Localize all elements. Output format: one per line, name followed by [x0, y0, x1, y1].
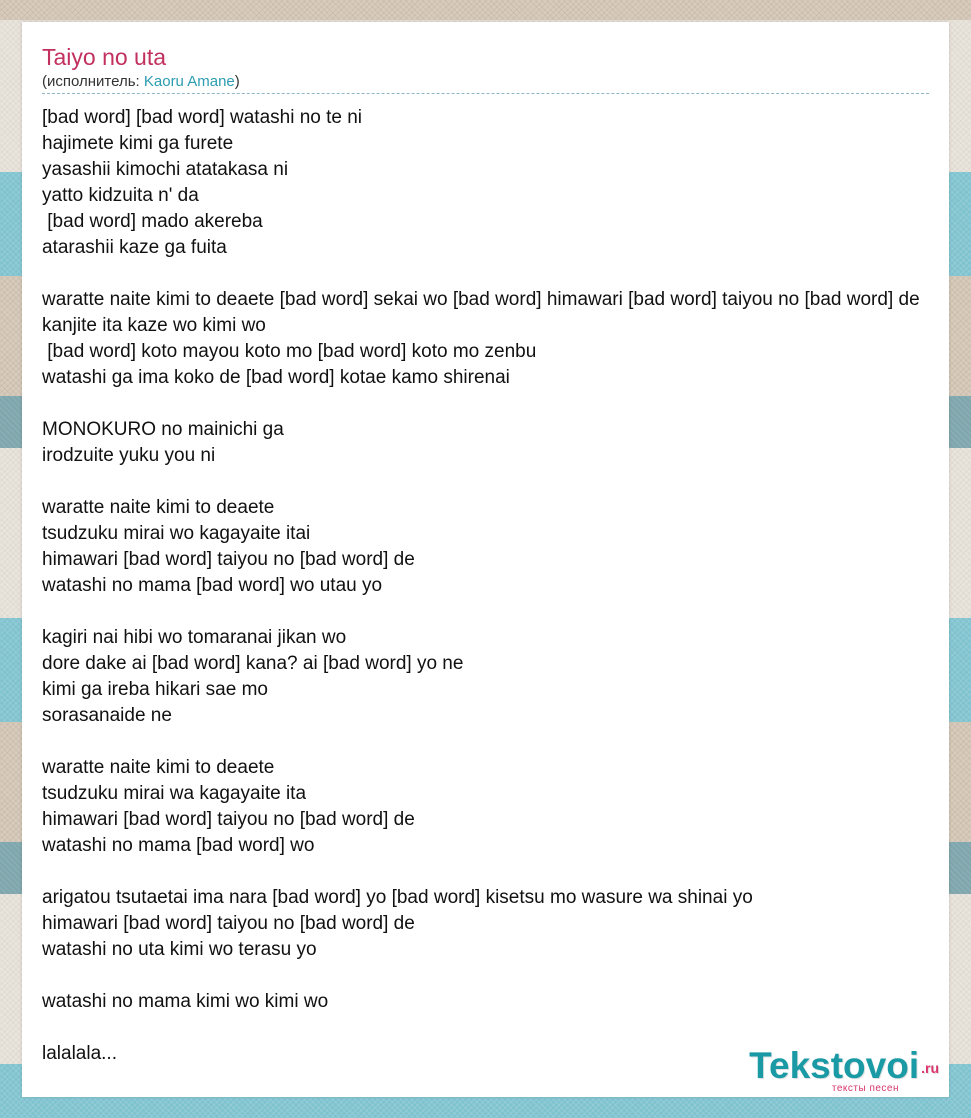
song-header [42, 42, 929, 94]
lyric-line: [bad word] mado akereba [42, 211, 263, 232]
lyric-blank-line [42, 963, 971, 989]
lyric-line: himawari [bad word] taiyou no [bad word] de [42, 913, 415, 934]
logo-tld: .ru [921, 1060, 939, 1076]
lyric-line: waratte naite kimi to deaete [bad word] sekai wo [bad word] himawari [bad word] taiyou no [bad word] de [42, 289, 920, 310]
lyric-line: yasashii kimochi atatakasa ni [42, 159, 289, 180]
logo-wordmark [749, 1044, 939, 1087]
logo-tagline: тексты песен [831, 1083, 899, 1094]
lyric-line: [bad word] [bad word] watashi no te ni [42, 107, 363, 128]
lyric-line: arigatou tsutaetai ima nara [bad word] yo [bad word] kisetsu mo wasure wa shinai yo [42, 887, 753, 908]
lyric-line: watashi no mama kimi wo kimi wo [42, 991, 329, 1012]
lyric-line: waratte naite kimi to deaete [42, 757, 275, 778]
lyric-line: hajimete kimi ga furete [42, 133, 234, 154]
lyric-blank-line [42, 859, 971, 885]
lyric-line: tsudzuku mirai wo kagayaite itai [42, 523, 311, 544]
lyric-blank-line [42, 729, 971, 755]
artist-suffix: ) [234, 73, 240, 90]
lyric-line: watashi no mama [bad word] wo [42, 835, 315, 856]
lyric-line: watashi ga ima koko de [bad word] kotae kamo shirenai [42, 367, 510, 388]
lyric-line: atarashii kaze ga fuita [42, 237, 227, 258]
lyric-line: [bad word] koto mayou koto mo [bad word] koto mo zenbu [42, 341, 537, 362]
lyric-blank-line [42, 261, 971, 287]
tekstovoi-logo[interactable] [749, 1044, 939, 1094]
lyric-line: himawari [bad word] taiyou no [bad word] de [42, 809, 415, 830]
lyric-blank-line [42, 1015, 971, 1041]
lyric-line: watashi no mama [bad word] wo utau yo [42, 575, 383, 596]
lyric-line: irodzuite yuku you ni [42, 445, 216, 466]
lyric-line: himawari [bad word] taiyou no [bad word] de [42, 549, 415, 570]
artist-prefix: (исполнитель: [42, 73, 144, 90]
song-title: Taiyo no uta [42, 44, 167, 70]
lyric-line: kagiri nai hibi wo tomaranai jikan wo [42, 627, 347, 648]
background-stripe [0, 0, 971, 20]
lyric-line: kanjite ita kaze wo kimi wo [42, 315, 266, 336]
lyric-line: yatto kidzuita n' da [42, 185, 199, 206]
logo-name: Tekstovoi [749, 1044, 920, 1086]
lyric-line: kimi ga ireba hikari sae mo [42, 679, 268, 700]
lyric-line: watashi no uta kimi wo terasu yo [42, 939, 317, 960]
lyric-line: lalalala... [42, 1043, 117, 1064]
lyric-line: sorasanaide ne [42, 705, 172, 726]
lyric-line: MONOKURO no mainichi ga [42, 419, 284, 440]
lyric-line: tsudzuku mirai wa kagayaite ita [42, 783, 307, 804]
lyrics-text [42, 105, 971, 1067]
lyric-blank-line [42, 391, 971, 417]
lyric-blank-line [42, 599, 971, 625]
lyric-line: dore dake ai [bad word] kana? ai [bad word] yo ne [42, 653, 464, 674]
lyric-line: waratte naite kimi to deaete [42, 497, 275, 518]
lyrics-card [22, 22, 949, 1097]
artist-line [42, 72, 929, 91]
lyric-blank-line [42, 469, 971, 495]
artist-link[interactable]: Kaoru Amane [143, 73, 235, 90]
